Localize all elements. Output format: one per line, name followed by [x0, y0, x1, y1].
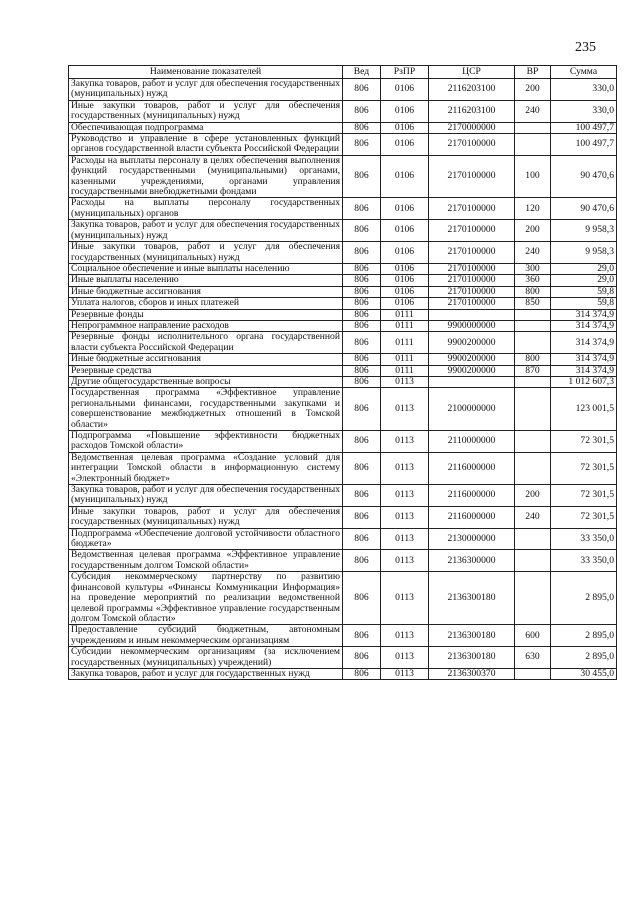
cell-rzpr: 0106 — [381, 100, 429, 122]
cell-name: Закупка товаров, работ и услуг для обеспечения государственных (муниципальных) нужд — [69, 79, 343, 101]
cell-name: Закупка товаров, работ и услуг для государственных нужд — [69, 668, 343, 679]
cell-sum: 100 497,7 — [551, 134, 617, 156]
cell-vr: 240 — [515, 506, 551, 528]
table-row — [69, 122, 617, 133]
cell-vr: 120 — [515, 198, 551, 220]
cell-vr — [515, 550, 551, 572]
cell-csr: 2116000000 — [429, 506, 515, 528]
cell-sum: 9 958,3 — [551, 220, 617, 242]
cell-rzpr: 0106 — [381, 298, 429, 309]
table-row — [69, 506, 617, 528]
table-row — [69, 100, 617, 122]
cell-rzpr: 0113 — [381, 572, 429, 625]
cell-csr: 2170100000 — [429, 242, 515, 264]
cell-vr — [515, 431, 551, 453]
page-number: 235 — [575, 40, 596, 55]
cell-rzpr: 0111 — [381, 332, 429, 354]
cell-sum: 90 470,6 — [551, 155, 617, 198]
cell-csr: 2136300180 — [429, 647, 515, 669]
cell-rzpr: 0106 — [381, 79, 429, 101]
cell-sum: 2 895,0 — [551, 572, 617, 625]
cell-ved: 806 — [343, 309, 381, 320]
cell-sum: 314 374,9 — [551, 309, 617, 320]
table-row — [69, 155, 617, 198]
cell-sum: 33 350,0 — [551, 550, 617, 572]
cell-csr: 9900200000 — [429, 332, 515, 354]
cell-sum: 314 374,9 — [551, 354, 617, 365]
cell-name: Расходы на выплаты персоналу в целях обеспечения выполнения функций государственными (муниципальными) органами, казенными учреждениями, органами управления государственными внебюджетными фондами — [69, 155, 343, 198]
cell-rzpr: 0111 — [381, 309, 429, 320]
table-row — [69, 550, 617, 572]
cell-rzpr: 0113 — [381, 506, 429, 528]
cell-csr: 2100000000 — [429, 388, 515, 431]
cell-name: Непрограммное направление расходов — [69, 320, 343, 331]
cell-sum: 314 374,9 — [551, 320, 617, 331]
cell-vr: 800 — [515, 354, 551, 365]
table-row — [69, 376, 617, 387]
table-row — [69, 275, 617, 286]
cell-ved: 806 — [343, 376, 381, 387]
cell-vr: 100 — [515, 155, 551, 198]
cell-csr: 2170100000 — [429, 220, 515, 242]
cell-name: Предоставление субсидий бюджетным, автономным учреждениям и иным некоммерческим организациям — [69, 625, 343, 647]
cell-ved: 806 — [343, 431, 381, 453]
table-row — [69, 320, 617, 331]
cell-ved: 806 — [343, 550, 381, 572]
cell-rzpr: 0106 — [381, 263, 429, 274]
cell-ved: 806 — [343, 572, 381, 625]
cell-csr: 2116203100 — [429, 100, 515, 122]
cell-ved: 806 — [343, 286, 381, 297]
cell-name: Иные закупки товаров, работ и услуг для обеспечения государственных (муниципальных) нужд — [69, 242, 343, 264]
cell-csr: 2170100000 — [429, 155, 515, 198]
cell-vr: 870 — [515, 365, 551, 376]
cell-sum: 72 301,5 — [551, 452, 617, 484]
cell-name: Ведомственная целевая программа «Создание условий для интеграции Томской области в информационную систему «Электронный бюджет» — [69, 452, 343, 484]
cell-name: Иные выплаты населению — [69, 275, 343, 286]
cell-ved: 806 — [343, 198, 381, 220]
cell-csr: 9900200000 — [429, 354, 515, 365]
cell-rzpr: 0113 — [381, 647, 429, 669]
cell-vr: 630 — [515, 647, 551, 669]
cell-ved: 806 — [343, 332, 381, 354]
cell-rzpr: 0113 — [381, 431, 429, 453]
cell-rzpr: 0113 — [381, 452, 429, 484]
cell-name: Подпрограмма «Обеспечение долговой устойчивости областного бюджета» — [69, 528, 343, 550]
cell-csr: 2130000000 — [429, 528, 515, 550]
cell-ved: 806 — [343, 134, 381, 156]
cell-name: Резервные средства — [69, 365, 343, 376]
cell-ved: 806 — [343, 100, 381, 122]
header-rzpr: РзПР — [381, 66, 429, 79]
cell-csr: 2116203100 — [429, 79, 515, 101]
cell-vr — [515, 134, 551, 156]
cell-vr — [515, 376, 551, 387]
cell-rzpr: 0106 — [381, 275, 429, 286]
cell-vr — [515, 320, 551, 331]
table-row — [69, 668, 617, 679]
cell-ved: 806 — [343, 354, 381, 365]
cell-vr — [515, 332, 551, 354]
cell-ved: 806 — [343, 320, 381, 331]
cell-name: Государственная программа «Эффективное управление региональными финансами, государственными закупками и совершенствование межбюджетных отношений в Томской области» — [69, 388, 343, 431]
cell-vr: 200 — [515, 485, 551, 507]
cell-rzpr: 0106 — [381, 286, 429, 297]
cell-vr — [515, 122, 551, 133]
cell-rzpr: 0113 — [381, 625, 429, 647]
cell-sum: 9 958,3 — [551, 242, 617, 264]
cell-sum: 29,0 — [551, 275, 617, 286]
cell-ved: 806 — [343, 298, 381, 309]
cell-rzpr: 0111 — [381, 365, 429, 376]
cell-ved: 806 — [343, 452, 381, 484]
cell-name: Иные бюджетные ассигнования — [69, 354, 343, 365]
cell-vr — [515, 452, 551, 484]
cell-sum: 123 001,5 — [551, 388, 617, 431]
cell-sum: 72 301,5 — [551, 506, 617, 528]
cell-name: Иные закупки товаров, работ и услуг для обеспечения государственных (муниципальных) нужд — [69, 506, 343, 528]
table-row — [69, 528, 617, 550]
cell-vr: 300 — [515, 263, 551, 274]
table-row — [69, 79, 617, 101]
cell-sum: 30 455,0 — [551, 668, 617, 679]
cell-rzpr: 0113 — [381, 528, 429, 550]
cell-sum: 72 301,5 — [551, 431, 617, 453]
table-row — [69, 647, 617, 669]
cell-sum: 90 470,6 — [551, 198, 617, 220]
cell-ved: 806 — [343, 647, 381, 669]
cell-ved: 806 — [343, 242, 381, 264]
cell-csr: 2136300370 — [429, 668, 515, 679]
cell-csr: 2170000000 — [429, 122, 515, 133]
cell-name: Субсидии некоммерческим организациям (за исключением государственных (муниципальных) учреждений) — [69, 647, 343, 669]
cell-name: Закупка товаров, работ и услуг для обеспечения государственных (муниципальных) нужд — [69, 220, 343, 242]
cell-csr: 2170100000 — [429, 134, 515, 156]
cell-csr: 2170100000 — [429, 263, 515, 274]
cell-vr: 240 — [515, 242, 551, 264]
cell-vr — [515, 668, 551, 679]
cell-rzpr: 0113 — [381, 485, 429, 507]
cell-sum: 2 895,0 — [551, 647, 617, 669]
cell-ved: 806 — [343, 668, 381, 679]
table-row — [69, 625, 617, 647]
cell-rzpr: 0113 — [381, 376, 429, 387]
cell-vr: 800 — [515, 286, 551, 297]
cell-ved: 806 — [343, 263, 381, 274]
cell-csr: 2170100000 — [429, 298, 515, 309]
cell-sum: 100 497,7 — [551, 122, 617, 133]
cell-sum: 314 374,9 — [551, 332, 617, 354]
cell-vr: 200 — [515, 79, 551, 101]
cell-name: Резервные фонды — [69, 309, 343, 320]
cell-csr: 2136300180 — [429, 625, 515, 647]
cell-ved: 806 — [343, 79, 381, 101]
table-row — [69, 431, 617, 453]
cell-ved: 806 — [343, 122, 381, 133]
cell-ved: 806 — [343, 155, 381, 198]
table-row — [69, 388, 617, 431]
cell-ved: 806 — [343, 625, 381, 647]
table-row — [69, 572, 617, 625]
cell-sum: 1 012 607,3 — [551, 376, 617, 387]
cell-name: Резервные фонды исполнительного органа государственной власти субъекта Российской Федерации — [69, 332, 343, 354]
table-body — [69, 79, 617, 680]
cell-ved: 806 — [343, 365, 381, 376]
cell-ved: 806 — [343, 275, 381, 286]
cell-rzpr: 0113 — [381, 668, 429, 679]
cell-csr: 9900000000 — [429, 320, 515, 331]
header-name: Наименование показателей — [69, 66, 343, 79]
table-row — [69, 134, 617, 156]
cell-csr: 2110000000 — [429, 431, 515, 453]
cell-csr: 2170100000 — [429, 275, 515, 286]
cell-csr — [429, 376, 515, 387]
cell-name: Субсидия некоммерческому партнерству по развитию финансовой культуры «Финансы Коммуникации Информация» на проведение мероприятий по реализации ведомственной целевой программы «Эффективное управление государственным долгом Томской области» — [69, 572, 343, 625]
cell-vr: 600 — [515, 625, 551, 647]
cell-name: Обеспечивающая подпрограмма — [69, 122, 343, 133]
table-row — [69, 242, 617, 264]
cell-sum: 72 301,5 — [551, 485, 617, 507]
cell-rzpr: 0111 — [381, 320, 429, 331]
cell-rzpr: 0106 — [381, 198, 429, 220]
header-ved: Вед — [343, 66, 381, 79]
cell-rzpr: 0113 — [381, 550, 429, 572]
cell-csr: 2116000000 — [429, 485, 515, 507]
header-sum: Сумма — [551, 66, 617, 79]
cell-name: Другие общегосударственные вопросы — [69, 376, 343, 387]
cell-rzpr: 0113 — [381, 388, 429, 431]
cell-rzpr: 0106 — [381, 134, 429, 156]
cell-ved: 806 — [343, 506, 381, 528]
table-row — [69, 485, 617, 507]
cell-vr — [515, 309, 551, 320]
cell-name: Социальное обеспечение и иные выплаты населению — [69, 263, 343, 274]
cell-name: Иные бюджетные ассигнования — [69, 286, 343, 297]
cell-name: Подпрограмма «Повышение эффективности бюджетных расходов Томской области» — [69, 431, 343, 453]
cell-vr: 360 — [515, 275, 551, 286]
table-row — [69, 298, 617, 309]
table-row — [69, 220, 617, 242]
budget-table — [68, 65, 617, 680]
cell-name: Иные закупки товаров, работ и услуг для обеспечения государственных (муниципальных) нужд — [69, 100, 343, 122]
table-row — [69, 332, 617, 354]
cell-csr: 9900200000 — [429, 365, 515, 376]
cell-sum: 314 374,9 — [551, 365, 617, 376]
header-csr: ЦСР — [429, 66, 515, 79]
cell-sum: 59,8 — [551, 298, 617, 309]
cell-rzpr: 0106 — [381, 242, 429, 264]
header-vr: ВР — [515, 66, 551, 79]
cell-vr — [515, 528, 551, 550]
cell-name: Расходы на выплаты персоналу государственных (муниципальных) органов — [69, 198, 343, 220]
table-row — [69, 286, 617, 297]
cell-csr: 2170100000 — [429, 198, 515, 220]
cell-name: Руководство и управление в сфере установленных функций органов государственной власти субъекта Российской Федерации — [69, 134, 343, 156]
table-row — [69, 198, 617, 220]
cell-name: Ведомственная целевая программа «Эффективное управление государственным долгом Томской области» — [69, 550, 343, 572]
cell-vr: 850 — [515, 298, 551, 309]
cell-name: Уплата налогов, сборов и иных платежей — [69, 298, 343, 309]
cell-rzpr: 0111 — [381, 354, 429, 365]
cell-csr: 2136300000 — [429, 550, 515, 572]
cell-ved: 806 — [343, 485, 381, 507]
cell-sum: 330,0 — [551, 100, 617, 122]
cell-vr: 200 — [515, 220, 551, 242]
table-row — [69, 452, 617, 484]
cell-vr: 240 — [515, 100, 551, 122]
table-row — [69, 263, 617, 274]
cell-csr — [429, 309, 515, 320]
cell-sum: 29,0 — [551, 263, 617, 274]
cell-csr: 2136300180 — [429, 572, 515, 625]
cell-rzpr: 0106 — [381, 155, 429, 198]
cell-sum: 2 895,0 — [551, 625, 617, 647]
cell-csr: 2116000000 — [429, 452, 515, 484]
table-row — [69, 309, 617, 320]
cell-vr — [515, 572, 551, 625]
cell-sum: 33 350,0 — [551, 528, 617, 550]
cell-rzpr: 0106 — [381, 122, 429, 133]
table-header-row — [69, 66, 617, 79]
cell-ved: 806 — [343, 388, 381, 431]
cell-csr: 2170100000 — [429, 286, 515, 297]
cell-sum: 330,0 — [551, 79, 617, 101]
cell-sum: 59,8 — [551, 286, 617, 297]
cell-ved: 806 — [343, 528, 381, 550]
table-row — [69, 365, 617, 376]
table-row — [69, 354, 617, 365]
cell-vr — [515, 388, 551, 431]
cell-rzpr: 0106 — [381, 220, 429, 242]
cell-name: Закупка товаров, работ и услуг для обеспечения государственных (муниципальных) нужд — [69, 485, 343, 507]
cell-ved: 806 — [343, 220, 381, 242]
